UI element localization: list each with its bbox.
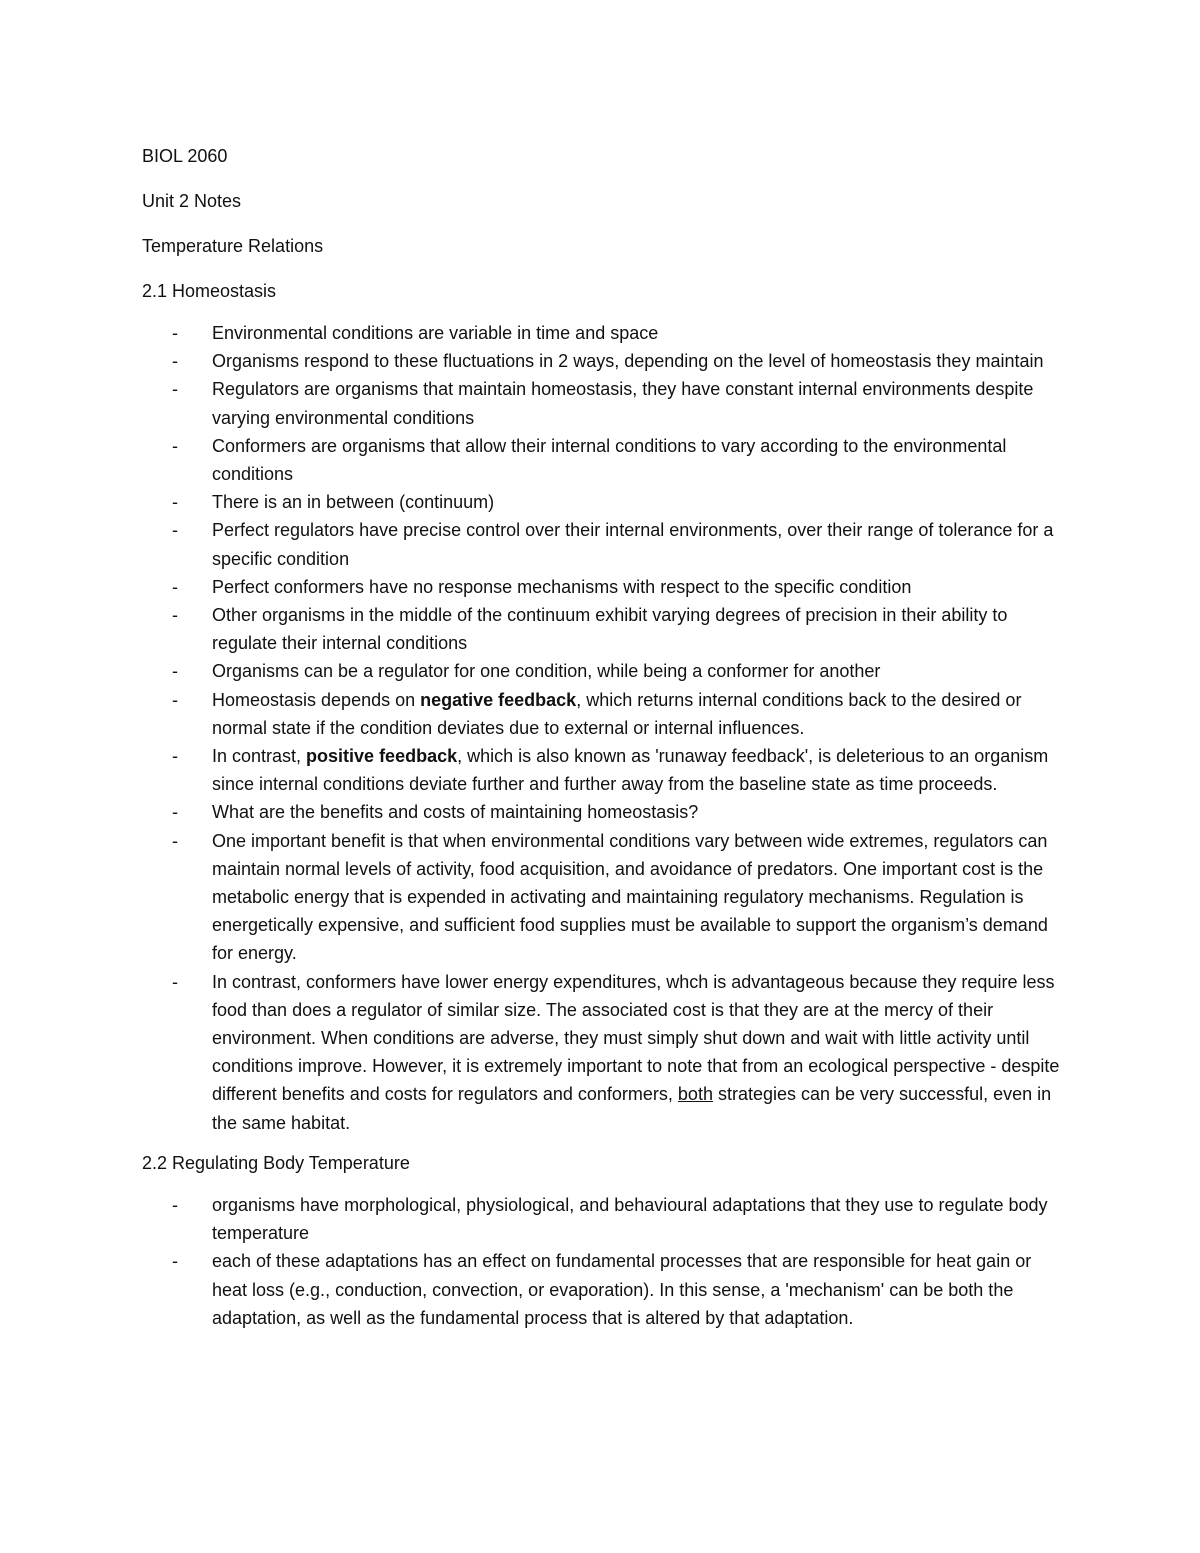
bullet-dash: -: [172, 323, 178, 343]
topic-title: Temperature Relations: [142, 236, 324, 256]
list-item-positive-feedback: [142, 742, 1062, 798]
bullet-dash: -: [172, 435, 178, 456]
list-item: [142, 1191, 1062, 1247]
text-segment: strategies can be very successful, even in the same habitat.: [212, 1084, 1052, 1133]
unit-title: Unit 2 Notes: [142, 191, 242, 211]
bullet-dash: -: [172, 351, 178, 372]
bullet-dash: -: [172, 379, 178, 400]
bullet-dash: -: [172, 520, 178, 541]
list-item-text: each of these adaptations has an effect on fundamental processes that are responsible for heat gain or heat loss (e.g., conduction, convection, or evaporation). In this sense, a 'mechanism' can be both the adaptation, as well as the fundamental process that is altered by that adaptation.: [212, 1251, 1032, 1328]
list-item: [142, 432, 1062, 488]
list-item-text: Other organisms in the middle of the continuum exhibit varying degrees of precision in their ability to regulate their internal conditions: [212, 605, 1008, 654]
list-item-conformers: [142, 968, 1062, 1137]
bullet-dash: -: [172, 1194, 178, 1215]
bullet-dash: -: [172, 605, 178, 626]
list-item: [142, 516, 1062, 572]
document-page: [142, 142, 1062, 1344]
list-item: [142, 319, 1062, 347]
bullet-dash: -: [172, 746, 178, 767]
bullet-dash: -: [172, 830, 178, 851]
section-heading-homeostasis: 2.1 Homeostasis: [142, 281, 277, 301]
list-item-text: Environmental conditions are variable in time and space: [212, 323, 659, 343]
bullet-dash: -: [172, 576, 178, 597]
list-item-text: Perfect conformers have no response mechanisms with respect to the specific condition: [212, 576, 912, 597]
text-segment: , which returns internal conditions back to the desired or normal state if the condition deviates due to external or internal influences.: [212, 689, 1022, 738]
text-segment: In contrast,: [212, 746, 307, 767]
list-item-negative-feedback: [142, 686, 1062, 742]
list-item-text: What are the benefits and costs of maintaining homeostasis?: [212, 802, 699, 823]
bold-term: negative feedback: [420, 689, 577, 710]
bullet-dash: -: [172, 971, 178, 992]
list-item: [142, 488, 1062, 516]
list-item-text: Organisms can be a regulator for one condition, while being a conformer for another: [212, 661, 881, 682]
list-item: [142, 347, 1062, 375]
bullet-dash: -: [172, 492, 178, 513]
bullet-dash: -: [172, 661, 178, 682]
body-temperature-list: [142, 1191, 1062, 1332]
list-item-text: One important benefit is that when environmental conditions vary between wide extremes, regulators can maintain normal levels of activity, food acquisition, and avoidance of predators. One important cost is the metabolic energy that is expended in activating and maintaining regulatory mechanisms. Regulation is energetically expensive, and sufficient food supplies must be available to support the organism’s demand for energy.: [212, 830, 1048, 964]
list-item: [142, 798, 1062, 826]
text-segment: In contrast, conformers have lower energy expenditures, whch is advantageous because they require less food than does a regulator of similar size. The associated cost is that they are at the mercy of their environment. When conditions are adverse, they must simply shut down and wait with little activity until conditions improve. However, it is extremely important to note that from an ecological perspective - despite different benefits and costs for regulators and conformers,: [212, 971, 1060, 1105]
text-segment: , which is also known as 'runaway feedback', is deleterious to an organism since internal conditions deviate further and further away from the baseline state as time proceeds.: [212, 746, 1049, 795]
list-item-text: There is an in between (continuum): [212, 492, 495, 513]
bullet-dash: -: [172, 1251, 178, 1272]
list-item-text: Organisms respond to these fluctuations in 2 ways, depending on the level of homeostasis they maintain: [212, 351, 1044, 372]
list-item: [142, 573, 1062, 601]
list-item: [142, 827, 1062, 968]
list-item: [142, 1247, 1062, 1332]
course-code: BIOL 2060: [142, 146, 228, 166]
text-segment: Homeostasis depends on: [212, 689, 421, 710]
list-item: [142, 601, 1062, 657]
homeostasis-list: [142, 319, 1062, 1137]
list-item-text: organisms have morphological, physiological, and behavioural adaptations that they use to regulate body temperature: [212, 1194, 1048, 1244]
bullet-dash: -: [172, 689, 178, 710]
bullet-dash: -: [172, 802, 178, 823]
list-item-text: Conformers are organisms that allow their internal conditions to vary according to the environmental conditions: [212, 435, 1007, 485]
list-item: [142, 375, 1062, 431]
section-heading-body-temperature: 2.2 Regulating Body Temperature: [142, 1152, 410, 1173]
list-item-text: Perfect regulators have precise control over their internal environments, over their range of tolerance for a specific condition: [212, 520, 1054, 569]
underlined-term: both: [677, 1084, 713, 1105]
list-item-text: Regulators are organisms that maintain homeostasis, they have constant internal environments despite varying environmental conditions: [212, 379, 1034, 428]
bold-term: positive feedback: [306, 746, 458, 767]
list-item: [142, 657, 1062, 685]
